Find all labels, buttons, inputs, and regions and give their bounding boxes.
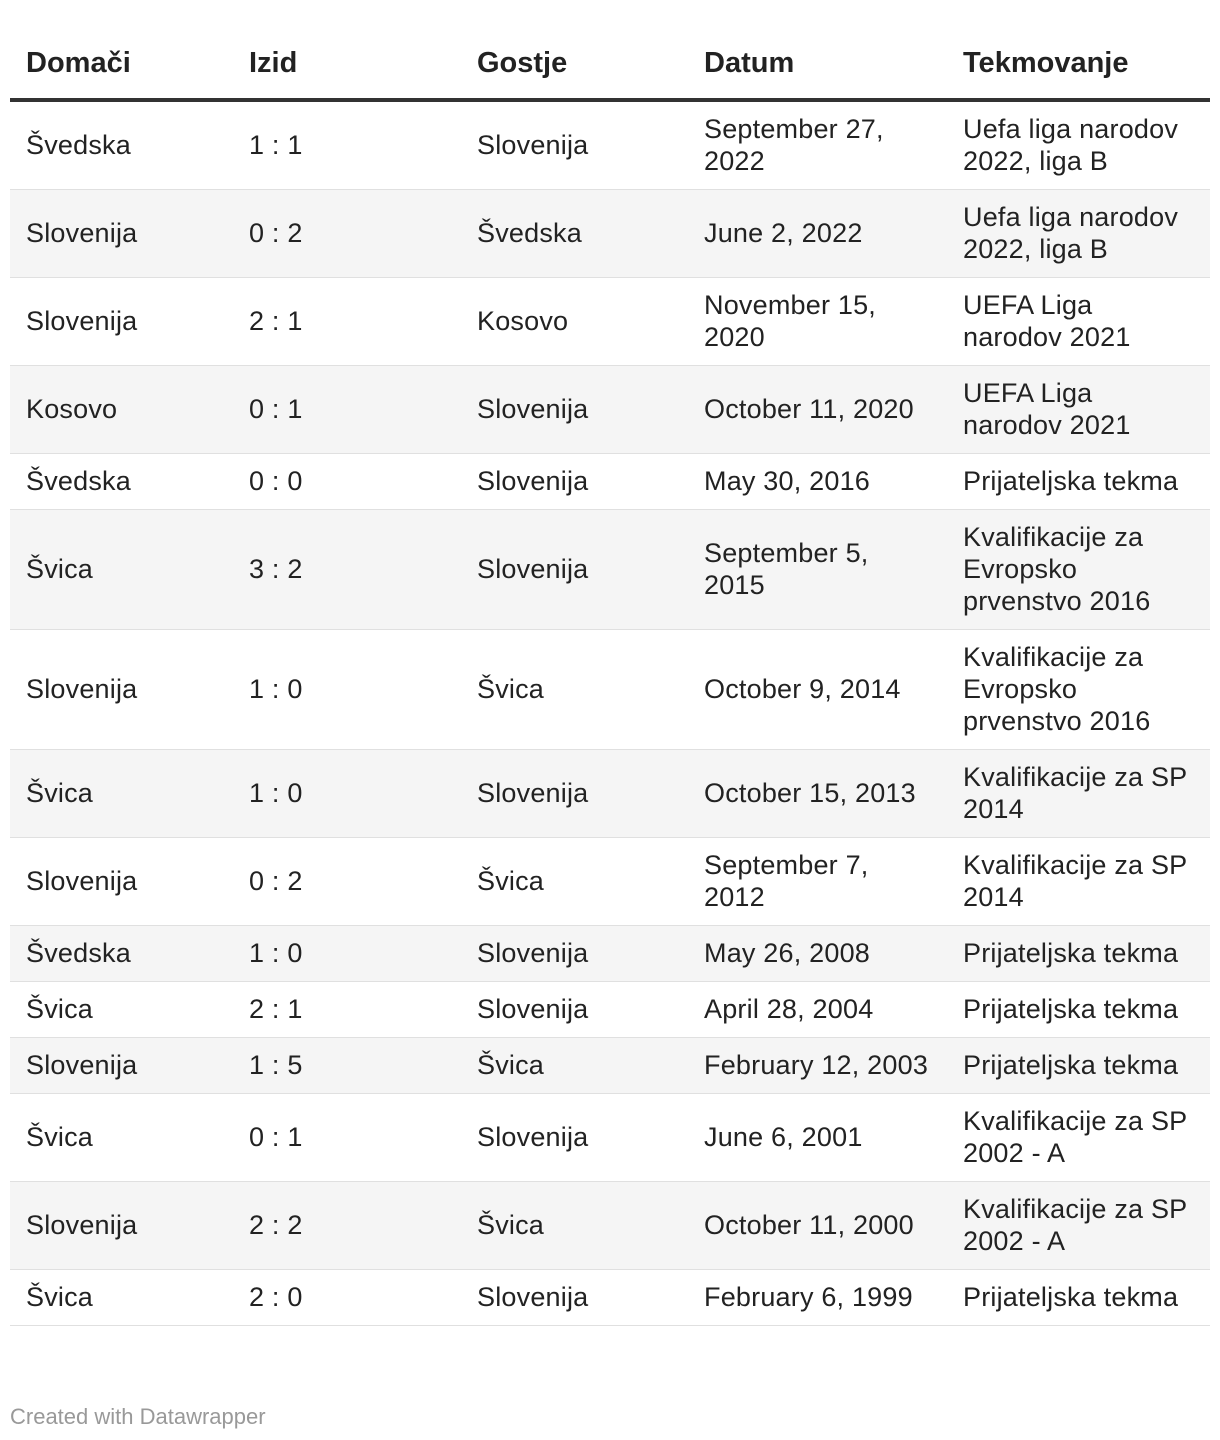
table-row [10,366,1210,454]
cell-competition: Prijateljska tekma [947,454,1210,510]
cell-home-team: Slovenija [10,630,233,750]
cell-date: May 30, 2016 [688,454,947,510]
column-header-home-team: Domači [10,28,233,100]
cell-score: 3 : 2 [233,510,461,630]
header-row [10,28,1210,100]
cell-home-team: Slovenija [10,1038,233,1094]
cell-competition: Prijateljska tekma [947,1038,1210,1094]
table-row [10,100,1210,190]
cell-score: 0 : 0 [233,454,461,510]
cell-competition: Prijateljska tekma [947,1270,1210,1326]
column-header-date: Datum [688,28,947,100]
table-row [10,190,1210,278]
cell-date: June 2, 2022 [688,190,947,278]
column-header-score: Izid [233,28,461,100]
cell-score: 1 : 0 [233,630,461,750]
results-table-container [10,28,1210,1326]
cell-date: November 15, 2020 [688,278,947,366]
cell-score: 2 : 0 [233,1270,461,1326]
cell-away-team: Slovenija [461,366,688,454]
cell-date: October 15, 2013 [688,750,947,838]
cell-score: 2 : 2 [233,1182,461,1270]
table-row [10,630,1210,750]
cell-away-team: Slovenija [461,454,688,510]
cell-competition: Prijateljska tekma [947,982,1210,1038]
cell-away-team: Slovenija [461,1094,688,1182]
cell-competition: Kvalifikacije za SP 2002 - A [947,1094,1210,1182]
cell-home-team: Slovenija [10,190,233,278]
cell-away-team: Slovenija [461,750,688,838]
cell-home-team: Švedska [10,100,233,190]
cell-competition: Uefa liga narodov 2022, liga B [947,100,1210,190]
table-row [10,750,1210,838]
cell-score: 1 : 0 [233,926,461,982]
cell-date: September 27, 2022 [688,100,947,190]
cell-away-team: Slovenija [461,510,688,630]
cell-competition: UEFA Liga narodov 2021 [947,366,1210,454]
cell-competition: Uefa liga narodov 2022, liga B [947,190,1210,278]
column-header-away-team: Gostje [461,28,688,100]
cell-date: October 11, 2020 [688,366,947,454]
table-row [10,1094,1210,1182]
cell-competition: UEFA Liga narodov 2021 [947,278,1210,366]
cell-home-team: Kosovo [10,366,233,454]
cell-home-team: Švica [10,982,233,1038]
table-header [10,28,1210,100]
table-row [10,1182,1210,1270]
cell-score: 0 : 1 [233,1094,461,1182]
cell-away-team: Slovenija [461,926,688,982]
datawrapper-credit: Created with Datawrapper [10,1404,266,1429]
cell-home-team: Švedska [10,454,233,510]
cell-away-team: Slovenija [461,982,688,1038]
cell-date: October 9, 2014 [688,630,947,750]
table-row [10,1270,1210,1326]
cell-competition: Kvalifikacije za SP 2014 [947,750,1210,838]
table-body [10,100,1210,1326]
cell-away-team: Švica [461,1038,688,1094]
column-header-competition: Tekmovanje [947,28,1210,100]
cell-date: September 7, 2012 [688,838,947,926]
cell-competition: Kvalifikacije za Evropsko prvenstvo 2016 [947,630,1210,750]
cell-score: 1 : 5 [233,1038,461,1094]
cell-score: 2 : 1 [233,278,461,366]
cell-away-team: Kosovo [461,278,688,366]
cell-score: 0 : 2 [233,190,461,278]
table-row [10,982,1210,1038]
cell-away-team: Švedska [461,190,688,278]
table-row [10,926,1210,982]
cell-away-team: Slovenija [461,100,688,190]
cell-home-team: Švica [10,510,233,630]
cell-home-team: Švedska [10,926,233,982]
cell-home-team: Švica [10,1094,233,1182]
cell-home-team: Slovenija [10,838,233,926]
cell-score: 0 : 2 [233,838,461,926]
cell-score: 1 : 0 [233,750,461,838]
cell-date: September 5, 2015 [688,510,947,630]
cell-competition: Kvalifikacije za SP 2014 [947,838,1210,926]
cell-home-team: Švica [10,1270,233,1326]
cell-score: 0 : 1 [233,366,461,454]
cell-date: February 6, 1999 [688,1270,947,1326]
table-row [10,838,1210,926]
results-table [10,28,1210,1326]
cell-home-team: Švica [10,750,233,838]
cell-date: June 6, 2001 [688,1094,947,1182]
cell-score: 2 : 1 [233,982,461,1038]
cell-competition: Kvalifikacije za Evropsko prvenstvo 2016 [947,510,1210,630]
cell-date: October 11, 2000 [688,1182,947,1270]
cell-competition: Kvalifikacije za SP 2002 - A [947,1182,1210,1270]
cell-home-team: Slovenija [10,278,233,366]
cell-date: May 26, 2008 [688,926,947,982]
cell-score: 1 : 1 [233,100,461,190]
cell-away-team: Švica [461,1182,688,1270]
table-row [10,278,1210,366]
cell-competition: Prijateljska tekma [947,926,1210,982]
cell-away-team: Švica [461,630,688,750]
cell-away-team: Slovenija [461,1270,688,1326]
cell-home-team: Slovenija [10,1182,233,1270]
table-row [10,454,1210,510]
cell-date: February 12, 2003 [688,1038,947,1094]
cell-away-team: Švica [461,838,688,926]
table-row [10,1038,1210,1094]
table-row [10,510,1210,630]
cell-date: April 28, 2004 [688,982,947,1038]
